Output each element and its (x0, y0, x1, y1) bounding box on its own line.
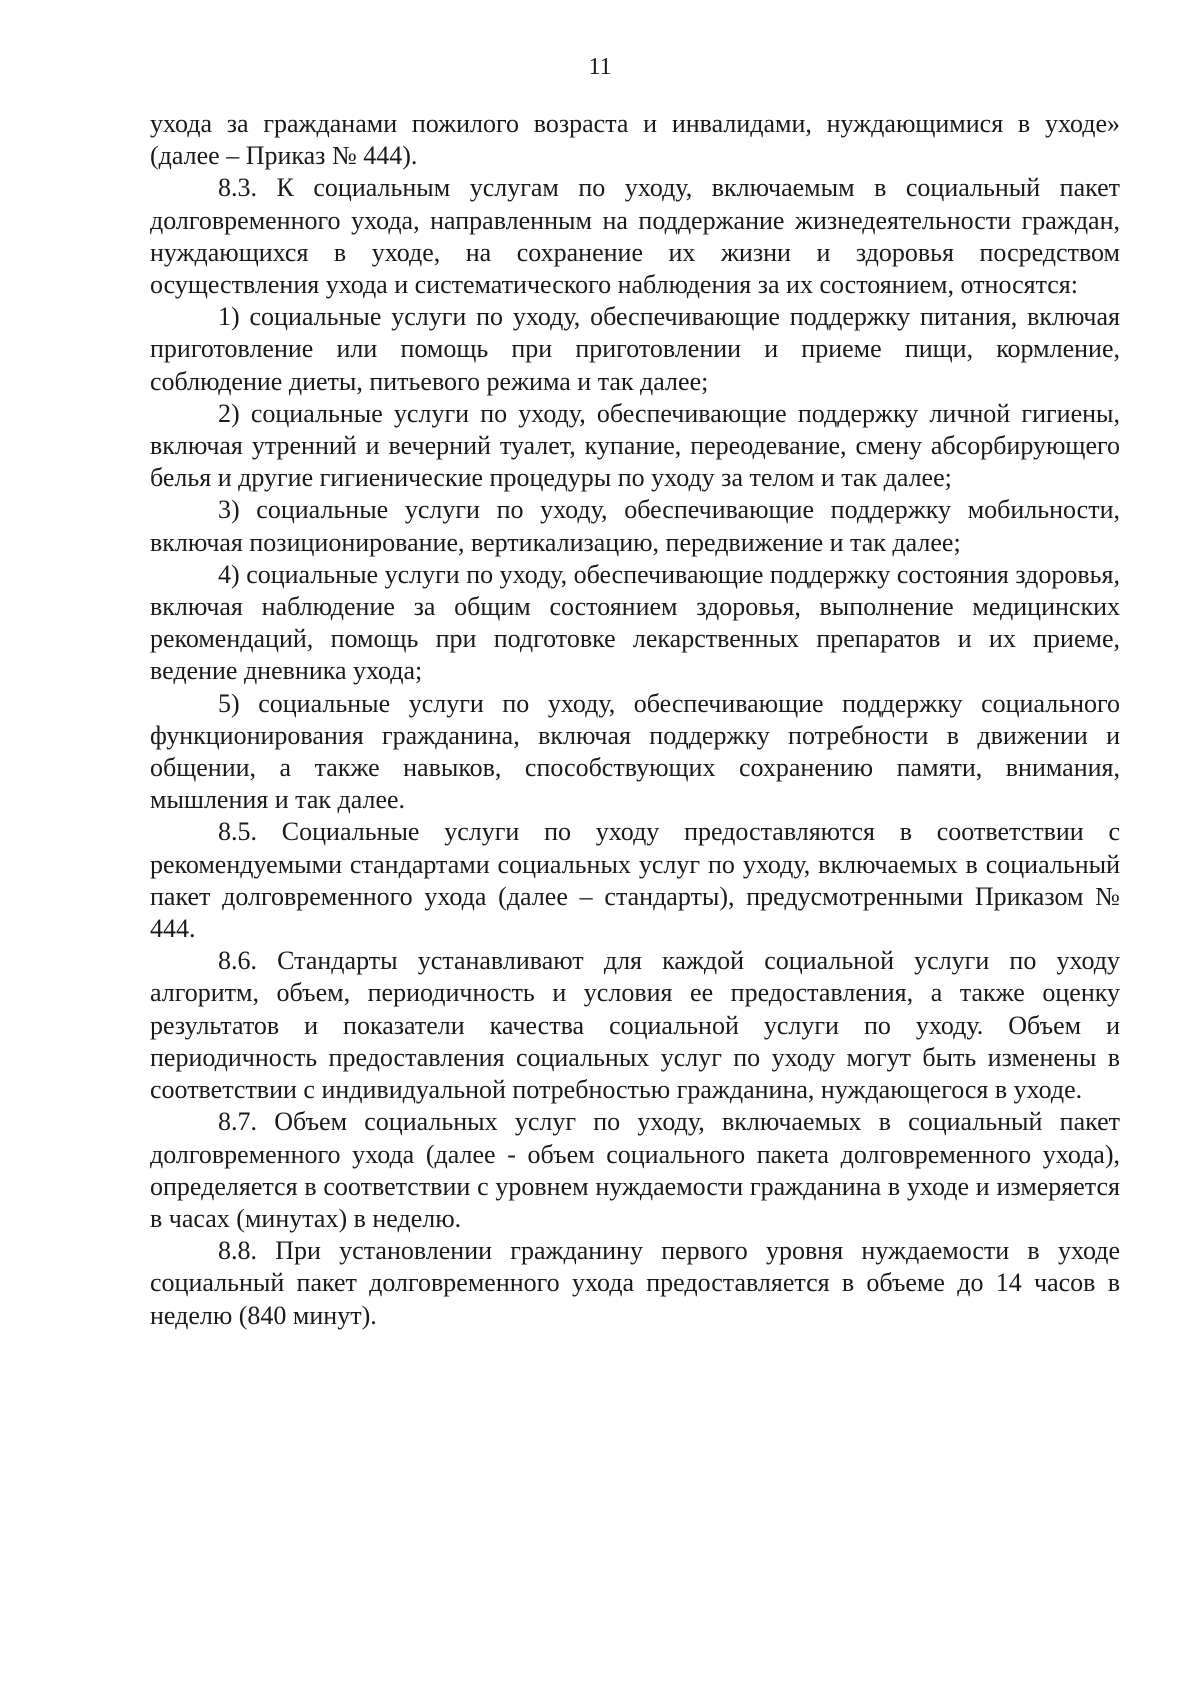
list-item-5: 5) социальные услуги по уходу, обеспечивающие поддержку социального функционирования гражданина, включая поддержку потребности в движении и общении, а также навыков, способствующих сохранению памяти, внимания, мышления и так далее. (150, 688, 1120, 815)
paragraph-continuation: ухода за гражданами пожилого возраста и инвалидами, нуждающимися в уходе» (далее – Приказ № 444). (150, 109, 1120, 171)
list-item-2: 2) социальные услуги по уходу, обеспечивающие поддержку личной гигиены, включая утренний и вечерний туалет, купание, переодевание, смену абсорбирующего белья и другие гигиенические процедуры по уходу за телом и так далее; (150, 398, 1120, 493)
paragraph-8-5: 8.5. Социальные услуги по уходу предоставляются в соответствии с рекомендуемыми стандартами социальных услуг по уходу, включаемых в социальный пакет долговременного ухода (далее – стандарты), предусмотренными Приказом № 444. (150, 817, 1120, 944)
list-item-4: 4) социальные услуги по уходу, обеспечивающие поддержку состояния здоровья, включая наблюдение за общим состоянием здоровья, выполнение медицинских рекомендаций, помощь при подготовке лекарственных препаратов и их приеме, ведение дневника ухода; (150, 559, 1120, 686)
page-number: 11 (588, 54, 612, 80)
paragraph-8-8: 8.8. При установлении гражданину первого уровня нуждаемости в уходе социальный пакет долговременного ухода предоставляется в объеме до 14 часов в неделю (840 минут). (150, 1236, 1120, 1330)
document-body (150, 108, 1120, 1332)
paragraph-8-6: 8.6. Стандарты устанавливают для каждой социальной услуги по уходу алгоритм, объем, периодичность и условия ее предоставления, а также оценку результатов и показатели качества социальной услуги по уходу. Объем и периодичность предоставления социальных услуг по уходу могут быть изменены в соответствии с индивидуальной потребностью гражданина, нуждающегося в уходе. (150, 946, 1120, 1105)
list-item-3: 3) социальные услуги по уходу, обеспечивающие поддержку мобильности, включая позиционирование, вертикализацию, передвижение и так далее; (150, 495, 1120, 557)
paragraph-8-3: 8.3. К социальным услугам по уходу, включаемым в социальный пакет долговременного ухода, направленным на поддержание жизнедеятельности граждан, нуждающихся в уходе, на сохранение их жизни и здоровья посредством осуществления ухода и систематического наблюдения за их состоянием, относятся: (150, 173, 1120, 300)
list-item-1: 1) социальные услуги по уходу, обеспечивающие поддержку питания, включая приготовление или помощь при приготовлении и приеме пищи, кормление, соблюдение диеты, питьевого режима и так далее; (150, 302, 1120, 396)
paragraph-8-7: 8.7. Объем социальных услуг по уходу, включаемых в социальный пакет долговременного ухода (далее - объем социального пакета долговременного ухода), определяется в соответствии с уровнем нуждаемости гражданина в уходе и измеряется в часах (минутах) в неделю. (150, 1107, 1120, 1233)
